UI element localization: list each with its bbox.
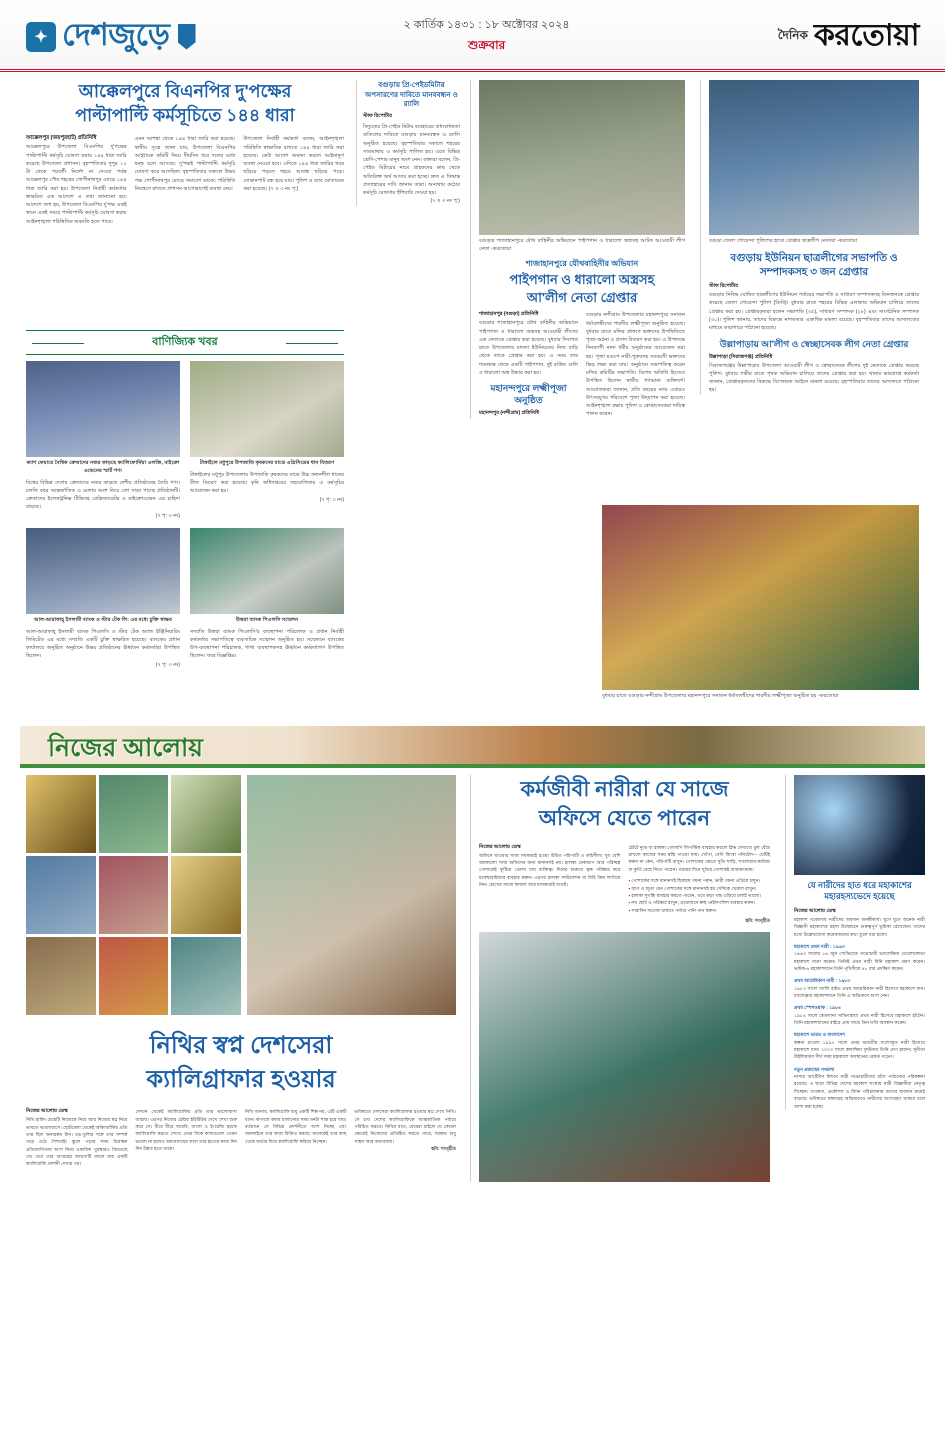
- calligraphy-art-3: [171, 775, 241, 853]
- brand-deshjure: [26, 11, 196, 63]
- office-byline: নিজের আলোয় ডেস্ক: [479, 843, 521, 850]
- space-planet-photo: [794, 775, 925, 875]
- office-tip: ▪ ব্যাগ ও জুতা যেন পোশাকের সঙ্গে মানানসই হয় সেদিকে খেয়াল রাখুন।: [629, 885, 771, 892]
- masthead-paper-title: [778, 11, 919, 62]
- office-photo-credit: ছবি: সংগৃহীত: [745, 917, 770, 923]
- lead-headline-line1: আক্কেলপুরে বিএনপির দু'পক্ষের: [78, 81, 292, 101]
- day-text: শুক্রবার: [468, 38, 506, 52]
- lead-col-3: উপজেলা নির্বাহী কর্মকর্তা বলেন, আইনশৃঙ্খলা পরিস্থিতি স্বাভাবিক রাখতে ১৪৪ ধারা জারি করা হয়েছে। কেউ আদেশ অমান্য করলে আইনানুগ ব্যবস্থা নেওয়া হবে। এদিকে ১৪৪ ধারা জারির খবর ছড়িয়ে পড়লে শহরে আতঙ্ক ছড়িয়ে পড়ে। দোকানপাট বন্ধ হয়ে যায়। পুলিশ ও র‌্যাব মোতায়েন করা হয়েছে। (৭ ও ৩ নং পৃ:): [243, 136, 345, 192]
- col4-body: বগুড়ায় নিষিদ্ধ ঘোষিত ছাত্রলীগের ইউনিয়ন পর্যায়ের সভাপতি ও সাধারণ সম্পাদকসহ তিনজনকে গ্রেপ্তার করেছে জেলা গোয়েন্দা পুলিশ (ডিবি)। বুধবার রাতে শহরের বিভিন্ন এলাকায় অভিযান চালিয়ে তাদের গ্রেপ্তার করা হয়। গ্রেপ্তারকৃতরা হলেন সভাপতি (৩৫), সাধারণ সম্পাদক (২৮) এবং সাংগঠনিক সম্পাদক (৩০)। পুলিশ জানায়, তাদের বিরুদ্ধে নাশকতার একাধিক মামলা রয়েছে। বৃহস্পতিবার তাদের আদালতের মাধ্যমে কারাগারে পাঠানো হয়েছে।: [709, 292, 919, 332]
- commerce-item: [26, 361, 180, 520]
- space-item-title: নতুন প্রজন্মের পথচলা: [794, 1066, 835, 1072]
- commerce-caption-title: আল-আরাফাহ্ ইসলামী ব্যাংক ও স্টার টেক লি: এর মধ্যে চুক্তি স্বাক্ষর: [34, 616, 172, 623]
- calligraphy-col-4: ভবিষ্যতে দেশসেরা ক্যালিগ্রাফার হওয়ার স্বপ্ন দেখে নিথি। সে চায় দেশের ক্যালিগ্রাফিকে আন্তর্জাতিক পর্যায়ে পরিচিত করতে। নিথির মতে, মেয়েরা চাইলে যে কোনো ক্ষেত্রেই নিজেদের প্রতিষ্ঠিত করতে পারে, দরকার শুধু সাহস আর অধ্যবসায়।: [354, 1109, 456, 1144]
- col4-headline-line1: বগুড়ায় ইউনিয়ন ছাত্রলীগের সভাপতি ও: [730, 251, 898, 264]
- calligraphy-headline-line1: নিথির স্বপ্ন দেশসেরা: [149, 1032, 333, 1059]
- lead-col-1: আক্কেলপুরে উপজেলা বিএনপির দু'পক্ষের পাল্টাপাল্টি কর্মসূচি ঘোষণা করায় ১৪৪ ধারা জারি করেছে উপজেলা প্রশাসন। বৃহস্পতিবার দুপুর ১২ টা থেকে পরবর্তী নির্দেশ না দেওয়া পর্যন্ত আক্কেলপুর পৌর শহরের গোপীনাথপুর মোড়ে ১৪৪ ধারা জারি করা হয়। উপজেলা নির্বাহী কর্মকর্তার স্বাক্ষরিত এক আদেশে এ তথ্য জানানো হয়। আদেশে বলা হয়, উপজেলা বিএনপির দু'পক্ষ একই স্থানে একই সময়ে পাল্টাপাল্টি কর্মসূচি ঘোষণা করায় আইনশৃঙ্খলা পরিস্থিতির অবনতি হতে পারে।: [26, 144, 127, 225]
- puja-photo-caption: বুধবার রাতে বগুড়ার নন্দীগ্রাম উপজেলার মহানন্দপুরে সনাতন ধর্মাবলম্বীদের শারদীয় লক্ষ্মীপূজা অনুষ্ঠিত হয় -করতোয়া: [602, 693, 839, 699]
- office-tip: ▪ নখ ছোট ও পরিষ্কার রাখুন, প্রয়োজনে স্বচ্ছ নেইলপলিশ ব্যবহার করুন।: [629, 899, 771, 906]
- calligraphy-photo-credit: ছবি: সংগৃহীত: [431, 1145, 456, 1151]
- paper-name: করতোয়া: [813, 19, 919, 52]
- commerce-band-title: বাণিজ্যিক খবর: [26, 330, 344, 355]
- feature-band-rule: [20, 764, 925, 768]
- commerce-caption-title: টাঙ্গাইলে মধুপুরে উপজাতি কৃষকদের মাঝে এগ্রিসিডের ধান বিতরণ: [199, 460, 335, 466]
- office-col-2: ঠোঁটে ন্যুড বা হালকা গোলাপি লিপস্টিক ব্যবহার করলে স্নিগ্ধ দেখাবে। চুল বেঁধে রাখলে কাজের সময় স্বস্তি পাওয়া যায়। খোঁপা, বেণি কিংবা পনিটেল— যেটিই করুন না কেন, পরিপাটি রাখুন। পোশাকের ক্ষেত্রে সুতি শাড়ি, সালোয়ার-কামিজ বা কুর্তি বেছে নিতে পারেন। গরমের দিনে সুতির পোশাকই আরামদায়ক।: [628, 844, 770, 872]
- calligraphy-byline: নিজের আলোয় ডেস্ক: [26, 1108, 68, 1115]
- midcol-page-ref: (৭ ও ৩ নং পৃ:): [430, 198, 460, 205]
- midcolumn-story: [356, 80, 460, 206]
- electronics-showroom-photo: [26, 361, 180, 457]
- space-item-text: ১৯৬৩ সালের ১৬ জুন সোভিয়েত নভোচারী ভ্যালেন্তিনা তেরেশকোভা মহাকাশে যাত্রা করেন। তিনিই প্রথম নারী যিনি মহাকাশ ভ্রমণ করেন। ভস্টক-৬ মহাকাশযানে তিনি পৃথিবীকে ৪৮ বার প্রদক্ষিণ করেন।: [794, 951, 925, 971]
- commerce-page-ref: (৭ পৃ: ৩ নং): [319, 496, 344, 503]
- lead-story: [26, 80, 344, 226]
- calligraphy-art-4: [26, 856, 96, 934]
- commerce-item: [190, 361, 344, 520]
- lead-headline-line2: পাল্টাপাল্টি কর্মসূচিতে ১৪৪ ধারা: [75, 104, 295, 125]
- farmers-cheque-photo: [190, 361, 344, 457]
- space-feature: [785, 775, 925, 1110]
- space-item-title: মহাকাশে প্রথম নারী : ১৯৬৩: [794, 943, 845, 949]
- brand-name: দেশজুড়ে: [62, 16, 170, 52]
- calligraphy-feature: [26, 775, 456, 1168]
- lead-col-2: এমন আশঙ্কা থেকে ১৪৪ ধারা জারি করা হয়েছে। স্থানীয় সূত্রে জানা যায়, উপজেলা বিএনপির আহ্বায়ক কমিটি নিয়ে দীর্ঘদিন ধরে দলের মধ্যে দ্বন্দ্ব চলে আসছে। দু'পক্ষই পাল্টাপাল্টি কর্মসূচি ঘোষণা করে আসছিল। বৃহস্পতিবার সকালে উভয় পক্ষ গোপীনাথপুর মোড়ে সমাবেশ ডাকে। পরিস্থিতি নিয়ন্ত্রণে রাখতে প্রশাসন আগেভাগেই ব্যবস্থা নেয়।: [134, 136, 236, 192]
- puja-photo-block: [602, 505, 919, 701]
- masthead-dateline: [404, 16, 570, 57]
- calligraphy-art-8: [99, 937, 169, 1015]
- column-four: [700, 80, 919, 395]
- commerce-body: বিশ্বের বিভিন্ন দেশের ক্রেতাদের নজর কাড়ছে দেশীয় প্রতিষ্ঠানের তৈরি পণ্য। চলতি বছর আন্তর্জাতিক এ মেলায় অংশ নিয়ে বেশ সাড়া পাচ্ছে প্রতিষ্ঠানটি। ক্রেতাদের ইলেকট্রনিক্স টিভিসহ রেফ্রিজারেটর ও মাইক্রোওভেন এর চাহিদা বাড়ছে।: [26, 479, 180, 511]
- midcol-byline: স্টাফ রিপোর্টার: [363, 113, 392, 120]
- commerce-item: [190, 528, 344, 669]
- col3-photo-caption: বগুড়ার শাজাহানপুরে যৌথ বাহিনীর অভিযানে পাইপগান ও ধারালো অস্ত্রসহ আটক আওয়ামী লীগ নেতা -করতোয়া: [479, 238, 685, 252]
- calligraphy-col-1: নিথি হামিদ মেয়েটি নিজেকে নিয়ে আর নিজের স্বপ্ন নিয়ে ভাবতে ভালোবাসে। ছোটবেলা থেকেই আঁকাআঁকির প্রতি তার ছিল অন্যরকম টান। রঙ-তুলির সঙ্গে তার সম্পর্ক গড়ে ওঠে শৈশবেই। স্কুলে পড়ার সময় চিত্রাঙ্কন প্রতিযোগিতায় অংশ নিয়ে একাধিক পুরস্কারও জিতেছে সে। তবে তার আগ্রহের জায়গাটি বদলে যায় একটি ক্যালিগ্রাফি প্রদর্শনী দেখার পর।: [26, 1117, 128, 1167]
- col3-body: বগুড়ার শাজাহানপুরে যৌথ বাহিনীর অভিযানে পাইপগান ও ধারালো অস্ত্রসহ আওয়ামী লীগের এক নেতাকে গ্রেপ্তার করা হয়েছে। বুধবার দিবাগত রাতে উপজেলার মাদলা ইউনিয়নের নিজ বাড়ি থেকে তাকে গ্রেপ্তার করা হয়। এ সময় তার শয়নকক্ষ থেকে একটি পাইপগান, দুই রাউন্ড গুলি ও ধারালো অস্ত্র উদ্ধার করা হয়।: [479, 320, 578, 376]
- col3-byline-2: মহানন্দপুর (নন্দীগ্রাম) প্রতিনিধি: [479, 409, 540, 416]
- office-col-1: অফিসে যাওয়ার সাজ সবসময়ই হওয়া উচিত পরিপাটি ও রুচিশীল। খুব বেশি জমকালো সাজ অফিসের জন্য মানানসই নয়। হালকা মেকআপ আর পরিচ্ছন্ন পোশাকেই ফুটিয়ে তোলা যায় ব্যক্তিত্ব। দিনের শুরুতে ত্বক পরিষ্কার করে ময়েশ্চারাইজার ব্যবহার করুন। এরপর হালকা ফাউন্ডেশন বা বিবি ক্রিম লাগিয়ে নিন। চোখের সাজে কাজল আর মাসকারাই যথেষ্ট।: [479, 852, 621, 888]
- office-headline-line2: অফিসে যেতে পারেন: [538, 807, 711, 831]
- col4-photo-caption: বগুড়া জেলা গোয়েন্দা পুলিশের হাতে গ্রেপ্তার ছাত্রলীগ নেতারা -করতোয়া: [709, 238, 858, 244]
- calligraphy-photo-grid: [26, 775, 241, 1015]
- space-byline: নিজের আলোয় ডেস্ক: [794, 907, 836, 914]
- space-item-title: প্রথম আমেরিকান নারী : ১৯৮৩: [794, 978, 851, 984]
- commerce-item: [26, 528, 180, 669]
- commerce-body: আল-আরাফাহ্ ইসলামী ব্যাংক পিএলসি ও স্টার টেক অ্যান্ড ইঞ্জিনিয়ারিং লিমিটেড এর মধ্যে সম্প্রতি একটি চুক্তি স্বাক্ষরিত হয়েছে। ব্যাংকের প্রধান কার্যালয়ে অনুষ্ঠিত অনুষ্ঠানে উভয় প্রতিষ্ঠানের ঊর্ধ্বতন কর্মকর্তারা উপস্থিত ছিলেন।: [26, 628, 180, 660]
- feature-band-title: নিজের আলোয়: [48, 734, 203, 762]
- office-tip: ▪ সারাদিন সতেজ থাকতে পর্যাপ্ত পানি পান করুন।: [629, 907, 771, 914]
- col3-body-2: বগুড়ার নন্দীগ্রাম উপজেলার মহানন্দপুরে সনাতন ধর্মাবলম্বীদের শারদীয় লক্ষ্মীপূজা অনুষ্ঠিত হয়েছে। বুধবার রাতে মন্দির প্রাঙ্গণে ভক্তদের উপস্থিতিতে পূজা-অর্চনা ও প্রসাদ বিতরণ করা হয়। এ উপলক্ষে দিনব্যাপী নানা ধর্মীয় অনুষ্ঠানের আয়োজন করা হয়। পূজা মণ্ডপে নারী-পুরুষসহ সববয়সী ভক্তদের ভিড় লক্ষ্য করা যায়। অনুষ্ঠানে সভাপতিত্ব করেন মন্দির কমিটির সভাপতি। বিশেষ অতিথি হিসেবে উপস্থিত ছিলেন স্থানীয় গণ্যমান্য ব্যক্তিবর্গ। আয়োজকরা জানান, প্রতি বছরের ন্যায় এবারও উৎসবমুখর পরিবেশে পূজা উদ্‌যাপন করা হয়েছে। আইনশৃঙ্খলা রক্ষায় পুলিশ ও স্বেচ্ছাসেবকরা দায়িত্ব পালন করেন।: [586, 312, 685, 418]
- calligraphy-headline-line2: ক্যালিগ্রাফার হওয়ার: [146, 1065, 336, 1093]
- calligraphy-art-5: [99, 856, 169, 934]
- commerce-caption-title: উত্তরা ব্যাংক পিএলসি সম্মেলন: [235, 616, 299, 623]
- commerce-caption-title: ক্যাশ ফেয়ারে বৈশ্বিক ক্রেতাদের নজর কাড়ছে ক্যালিফোর্নিয়া এলজি, মাইক্রো ওভেনের স্মার্ট পণ্য: [26, 460, 180, 474]
- space-intro: মহাকাশ গবেষণায় নারীদের অবদান অনস্বীকার্য। যুগে যুগে অনেক নারী বিজ্ঞানী মহাকাশের রহস্য উন্মোচনে গুরুত্বপূর্ণ ভূমিকা রেখেছেন। তাদের মধ্যে উল্লেখযোগ্য কয়েকজনের কথা তুলে ধরা হলো।: [794, 916, 925, 937]
- detectives-arrest-photo: [709, 80, 919, 235]
- col4-body-2: সিরাজগঞ্জের উল্লাপাড়ায় উপজেলা আওয়ামী লীগ ও স্বেচ্ছাসেবক লীগের দুই নেতাকে গ্রেপ্তার করেছে পুলিশ। বুধবার গভীর রাতে পৃথক অভিযান চালিয়ে তাদের গ্রেপ্তার করা হয়। থানার ভারপ্রাপ্ত কর্মকর্তা জানান, গ্রেপ্তারকৃতদের বিরুদ্ধে বিস্ফোরক আইনে মামলা রয়েছে। বৃহস্পতিবার তাদের আদালতে পাঠানো হয়।: [709, 362, 919, 394]
- space-item-text: নাসার আর্টেমিস মিশনে নারী নভোচারীদের চাঁদে পাঠানোর পরিকল্পনা রয়েছে। এ ছাড়া বিভিন্ন দেশের মহাকাশ সংস্থায় নারী বিজ্ঞানীরা নেতৃত্ব দিচ্ছেন। গবেষণা, প্রকৌশল ও মিশন পরিচালনায় তাদের অবদান ক্রমেই বাড়ছে। ভবিষ্যতে মঙ্গলগ্রহ অভিযানেও নারীদের অংশগ্রহণ থাকবে বলে আশা করা হচ্ছে।: [794, 1074, 925, 1109]
- col4-headline-line2: সম্পাদকসহ ৩ জন গ্রেপ্তার: [759, 265, 869, 278]
- col4-byline: স্টাফ রিপোর্টার: [709, 283, 738, 290]
- date-text: ২ কার্তিক ১৪৩১ : ১৮ অক্টোবর ২০২৪: [403, 19, 570, 31]
- conference-hall-photo: [190, 528, 344, 614]
- newspaper-logo-icon: ✦: [26, 22, 56, 52]
- young-woman-portrait-photo: [247, 775, 456, 1015]
- space-item-text: ১৯৮৪ সালে স্বেতলানা সাভিৎস্কায়া প্রথম নারী হিসেবে মহাকাশে হাঁটেন। তিনি মহাকাশযানের বাইরে প্রায় সাড়ে তিন ঘণ্টা অবস্থান করেন।: [794, 1012, 925, 1026]
- calligraphy-art-7: [26, 937, 96, 1015]
- calligraphy-art-1: [26, 775, 96, 853]
- midcol-headline: বগুড়ায় প্রি-পেইডমিটার অপসারণের দাবিতে মানববন্ধন ও র‌্যালি: [365, 80, 458, 109]
- space-item-text: কল্পনা চাওলা ১৯৯৭ সালে প্রথম ভারতীয় বংশোদ্ভূত নারী হিসেবে মহাকাশে যান। ২০০৩ সালে কলাম্বিয়া দুর্ঘটনায় তিনি প্রাণ হারান। সুনীতা উইলিয়ামস দীর্ঘ সময় মহাকাশে অবস্থানের রেকর্ড গড়েন।: [794, 1039, 925, 1060]
- commerce-section: [26, 330, 344, 669]
- commerce-body: সম্প্রতি উত্তরা ব্যাংক পিএলসি'র ব্যবস্থাপনা পরিচালক ও প্রধান নির্বাহী কর্মকর্তার সভাপতিত্বে ব্যবসায়িক সম্মেলন অনুষ্ঠিত হয়। সম্মেলনে ব্যাংকের উপ-ব্যবস্থাপনা পরিচালক, শাখা ব্যবস্থাপকসহ ঊর্ধ্বতন কর্মকর্তাগণ উপস্থিত ছিলেন। খবর বিজ্ঞপ্তির।: [190, 628, 344, 660]
- commerce-body: টাঙ্গাইলের মধুপুর উপজেলায় উপজাতি কৃষকদের মাঝে উচ্চ ফলনশীল ধানের বীজ বিতরণ করা হয়েছে। কৃষি অধিদপ্তরের সহযোগিতায় এ কর্মসূচির আয়োজন করা হয়।: [190, 471, 344, 495]
- office-tip: ▪ হালকা সুগন্ধি ব্যবহার করতে পারেন, তবে কড়া গন্ধ এড়িয়ে চলাই ভালো।: [629, 892, 771, 899]
- col3-kicker: শাজাহানপুরে যৌথবাহিনীর অভিযান: [525, 258, 639, 268]
- feature-band: [20, 726, 925, 764]
- office-tip: ▪ পোশাকের সঙ্গে মানানসই ছিমছাম গয়না পরুন, ভারী গয়না এড়িয়ে চলুন।: [629, 877, 771, 884]
- col3-sub-headline-1: মহানন্দপুরে লক্ষ্মীপূজা: [490, 383, 567, 394]
- calligraphy-col-3: নিথি জানায়, ক্যালিগ্রাফি শুধু একটি শিল্প নয়, এটি একটি ধ্যান। কাগজে কলম চালানোর সময় মনটা শান্ত হয়ে যায়। বর্তমানে সে বিভিন্ন প্রদর্শনীতে অংশ নিচ্ছে এবং অনলাইনে তার কাজ বিক্রিও করছে। অনেকেই তার কাছ থেকে অর্ডার দিয়ে ক্যালিগ্রাফি করিয়ে নিচ্ছেন।: [245, 1109, 347, 1144]
- space-headline-line1: যে নারীদের হাত ধরে মহাকাশের: [807, 880, 912, 890]
- paper-small-label: দৈনিক: [777, 27, 808, 42]
- space-item-text: ১৯৮৩ সালে স্যালি রাইড প্রথম আমেরিকান নারী হিসেবে মহাকাশে যান। চ্যালেঞ্জার মহাকাশযানে তিনি এ অভিযানে অংশ নেন।: [794, 985, 925, 999]
- masthead: [0, 0, 945, 72]
- lead-byline: আক্কেলপুর (জয়পুরহাট) প্রতিনিধি: [26, 135, 97, 142]
- commerce-page-ref: (৭ পৃ: ৩ নং): [155, 661, 180, 668]
- midcol-body: বিদ্যুতের প্রি-পেইড মিটার ব্যবহারের বাধ্যবাধকতা বাতিলের দাবিতে বগুড়ায় মানববন্ধন ও র‌্যালি অনুষ্ঠিত হয়েছে। বৃহস্পতিবার সকালে শহরের সাতমাথায় এ কর্মসূচি পালিত হয়। এতে বিভিন্ন শ্রেণি-পেশার মানুষ অংশ নেন। বক্তারা বলেন, প্রি-পেইড মিটারের নামে গ্রাহকদের কাছ থেকে অতিরিক্ত অর্থ আদায় করা হচ্ছে। দ্রুত এ সিদ্ধান্ত প্রত্যাহারের দাবি জানান তারা। অন্যথায় কঠোর কর্মসূচি ঘোষণার হুঁশিয়ারি দেওয়া হয়।: [363, 124, 460, 197]
- col3-byline: শাজাহানপুর (বগুড়া) প্রতিনিধি: [479, 311, 539, 318]
- col4-sub-headline: উল্লাপাড়ায় আ'লীগ ও স্বেচ্ছাসেবক লীগ নেতা গ্রেপ্তার: [719, 339, 909, 350]
- col3-headline-line2: আ'লীগ নেতা গ্রেপ্তার: [526, 289, 638, 305]
- col3-sub-headline-2: অনুষ্ঠিত: [514, 395, 543, 406]
- calligraphy-col-2: সেখান থেকেই ক্যালিগ্রাফির প্রতি তার ভালোবাসা জন্মায়। এরপর নিজের চেষ্টায় ইউটিউব দেখে শেখা শুরু করে সে। ধীরে ধীরে আরবি, বাংলা ও ইংরেজি হরফে ক্যালিগ্রাফি করতে শেখে। প্রথম দিকে কাজগুলো তেমন ভালো না হলেও অধ্যবসায়ের ফলে তার হাতের কাজ দিন দিন উন্নত হতে থাকে।: [135, 1109, 237, 1151]
- space-item-title: মহাকাশে ভারত ও বাংলাদেশ: [794, 1032, 845, 1038]
- office-wear-saree-photo: [479, 932, 770, 1182]
- col3-headline-line1: পাইপগান ও ধারালো অস্ত্রসহ: [509, 272, 655, 288]
- space-headline-line2: মহারহস্যভেদে হয়েছে: [824, 891, 895, 902]
- space-item-title: প্রথম স্পেসওয়াক : ১৯৮৪: [794, 1005, 842, 1011]
- commerce-page-ref: (৭ পৃ: ৩ নং): [155, 512, 180, 519]
- col4-byline-2: উল্লাপাড়া (সিরাজগঞ্জ) প্রতিনিধি: [709, 353, 773, 360]
- bank-signing-photo: [26, 528, 180, 614]
- calligraphy-art-2: [99, 775, 169, 853]
- flag-icon: [178, 24, 196, 50]
- column-three: [470, 80, 685, 419]
- office-wear-feature: [470, 775, 770, 1182]
- office-headline-line1: কর্মজীবী নারীরা যে সাজে: [520, 778, 729, 801]
- calligraphy-art-9: [171, 937, 241, 1015]
- calligraphy-art-6: [171, 856, 241, 934]
- army-police-raid-photo: [479, 80, 685, 235]
- lakshmi-puja-photo: [602, 505, 919, 690]
